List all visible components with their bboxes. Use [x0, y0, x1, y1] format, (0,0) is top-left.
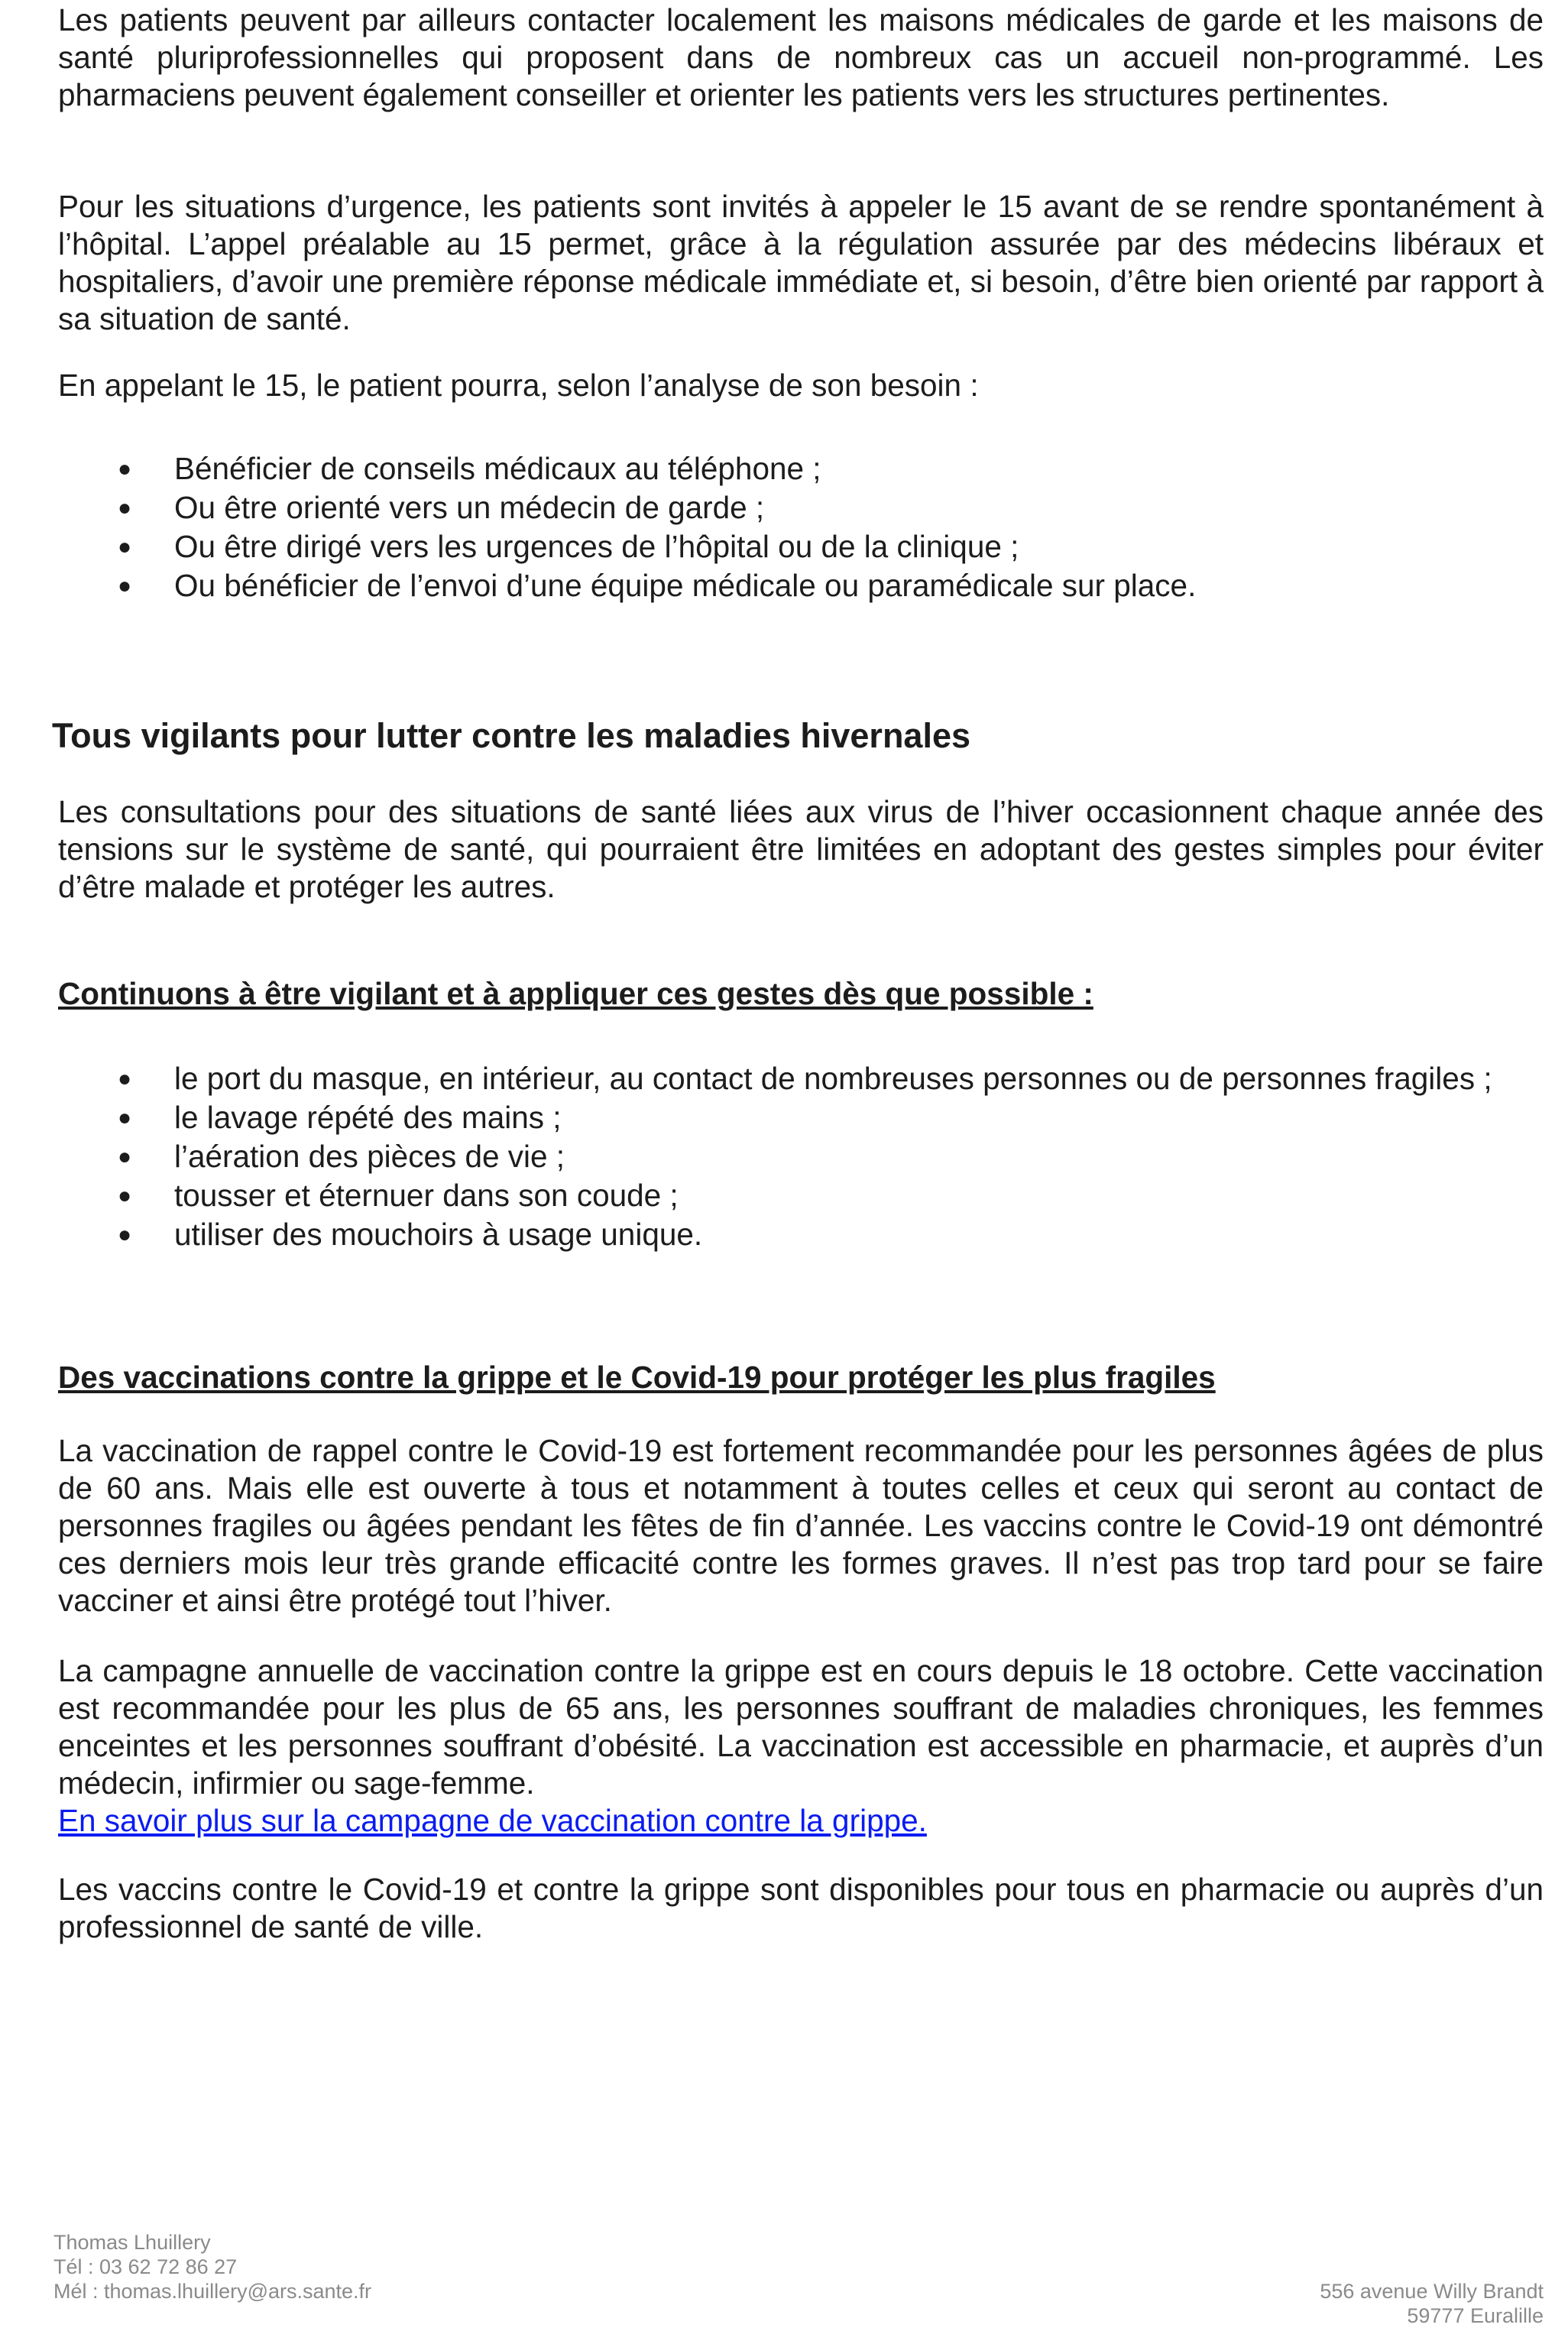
address-city: 59777 Euralille	[1407, 2304, 1544, 2327]
contact-phone: Tél : 03 62 72 86 27	[53, 2255, 238, 2278]
list-item: ● utiliser des mouchoirs à usage unique.	[58, 1215, 1544, 1254]
list-item: ● le port du masque, en intérieur, au contact de nombreuses personnes ou de personnes fragiles ;	[58, 1059, 1544, 1098]
bullet-icon: ●	[118, 1105, 132, 1130]
list-item: ● l’aération des pièces de vie ;	[58, 1137, 1544, 1176]
bullet-icon: ●	[118, 495, 132, 520]
section-heading: Tous vigilants pour lutter contre les maladies hivernales	[52, 716, 971, 755]
bullet-icon: ●	[118, 1144, 132, 1169]
paragraph-flu-campaign: La campagne annuelle de vaccination contre la grippe est en cours depuis le 18 octobre. Cette vaccination est recommandée pour les plus de 65 ans, les personnes souffrant de maladies chroniques, les femmes enceintes et les personnes souffrant d’obésité. La vaccination est accessible en pharmacie, et auprès d’un médecin, infirmier ou sage-femme.	[58, 1653, 1544, 1801]
paragraph-call-15: En appelant le 15, le patient pourra, selon l’analyse de son besoin :	[58, 368, 979, 403]
contact-name: Thomas Lhuillery	[53, 2231, 211, 2254]
list-item: ● Bénéficier de conseils médicaux au téléphone ;	[58, 449, 1544, 488]
list-item: ● Ou être dirigé vers les urgences de l’hôpital ou de la clinique ;	[58, 527, 1544, 566]
paragraph-emergency: Pour les situations d’urgence, les patients sont invités à appeler le 15 avant de se rendre spontanément à l’hôpital. L’appel préalable au 15 permet, grâce à la régulation assurée par des médecins libéraux et hospitaliers, d’avoir une première réponse médicale immédiate et, si besoin, d’être bien orienté par rapport à sa situation de santé.	[58, 189, 1544, 336]
list-item: ● Ou être orienté vers un médecin de garde ;	[58, 488, 1544, 527]
bullet-icon: ●	[118, 1183, 132, 1208]
paragraph-covid-booster: La vaccination de rappel contre le Covid-19 est fortement recommandée pour les personnes âgées de plus de 60 ans. Mais elle est ouverte à tous et notamment à toutes celles et ceux qui seront au contact de personnes fragiles ou âgées pendant les fêtes de fin d’année. Les vaccins contre le Covid-19 ont démontré ces derniers mois leur très grande efficacité contre les formes graves. Il n’est pas trop tard pour se faire vacciner et ainsi être protégé tout l’hiver.	[58, 1433, 1544, 1618]
bullet-icon: ●	[118, 573, 132, 598]
paragraph-vaccine-availability: Les vaccins contre le Covid-19 et contre la grippe sont disponibles pour tous en pharmacie ou auprès d’un professionnel de santé de ville.	[58, 1872, 1544, 1944]
contact-email: Mél : thomas.lhuillery@ars.sante.fr	[53, 2280, 372, 2303]
list-item: ● le lavage répété des mains ;	[58, 1098, 1544, 1137]
bullet-icon: ●	[118, 534, 132, 559]
list-item: ● Ou bénéficier de l’envoi d’une équipe médicale ou paramédicale sur place.	[58, 566, 1544, 605]
flu-campaign-link[interactable]: En savoir plus sur la campagne de vaccination contre la grippe.	[58, 1803, 927, 1838]
bullet-icon: ●	[118, 1066, 132, 1091]
subheading-vaccinations: Des vaccinations contre la grippe et le Covid-19 pour protéger les plus fragiles	[58, 1360, 1216, 1395]
address-street: 556 avenue Willy Brandt	[1320, 2280, 1544, 2303]
bullet-icon: ●	[118, 1222, 132, 1247]
list-item: ● tousser et éternuer dans son coude ;	[58, 1176, 1544, 1215]
contact-block	[53, 2230, 371, 2303]
address-block	[1320, 2279, 1544, 2328]
call-15-options-list	[58, 449, 1544, 605]
paragraph-flu-campaign-block	[58, 1652, 1544, 1840]
bullet-icon: ●	[118, 456, 132, 481]
subheading-gestures: Continuons à être vigilant et à appliquer ces gestes dès que possible :	[58, 976, 1093, 1011]
gestures-list	[58, 1059, 1544, 1254]
paragraph-local-structures: Les patients peuvent par ailleurs contacter localement les maisons médicales de garde et les maisons de santé pluriprofessionnelles qui proposent dans de nombreux cas un accueil non-programmé. Les pharmaciens peuvent également conseiller et orienter les patients vers les structures pertinentes.	[58, 2, 1544, 112]
paragraph-winter-intro: Les consultations pour des situations de santé liées aux virus de l’hiver occasionnent chaque année des tensions sur le système de santé, qui pourraient être limitées en adoptant des gestes simples pour éviter d’être malade et protéger les autres.	[58, 794, 1544, 904]
